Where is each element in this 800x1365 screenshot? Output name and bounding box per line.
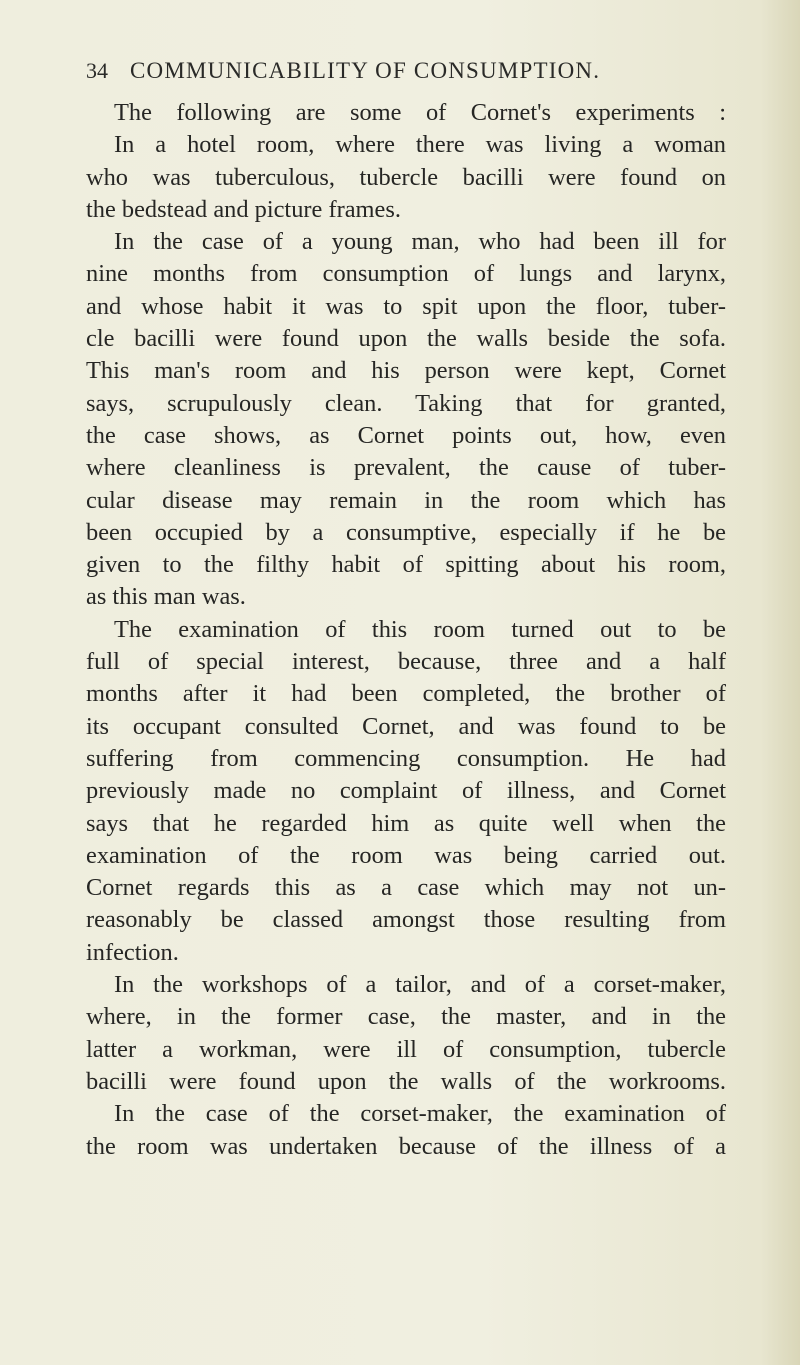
text-line: the case shows, as Cornet points out, how, even — [86, 421, 726, 449]
text-line: nine months from consumption of lungs and larynx, — [86, 260, 726, 288]
text-line: and whose habit it was to spit upon the floor, tuber- — [86, 292, 726, 320]
text-line: where, in the former case, the master, and in the — [86, 1003, 726, 1031]
body-text — [86, 97, 726, 1163]
text-line: given to the filthy habit of spitting about his room, — [86, 551, 726, 579]
text-line: the bedstead and picture frames. — [86, 195, 401, 223]
running-title: COMMUNICABILITY OF CONSUMPTION. — [130, 58, 601, 83]
text-line: says that he regarded him as quite well when the — [86, 809, 726, 837]
text-line: who was tuberculous, tubercle bacilli were found on — [86, 163, 726, 191]
text-line: the room was undertaken because of the illness of a — [86, 1132, 726, 1160]
text-line: The following are some of Cornet's experiments : — [114, 99, 726, 126]
page-number: 34 — [86, 58, 108, 83]
text-line: as this man was. — [86, 583, 246, 611]
text-line: Cornet regards this as a case which may not un- — [86, 874, 726, 902]
text-line: where cleanliness is prevalent, the cause of tuber- — [86, 454, 726, 482]
text-line: This man's room and his person were kept, Cornet — [86, 357, 726, 385]
text-line: In the case of a young man, who had been ill for — [114, 228, 726, 256]
text-line: been occupied by a consumptive, especially if he be — [86, 518, 726, 546]
text-line: full of special interest, because, three and a half — [86, 648, 726, 676]
text-line: latter a workman, were ill of consumption, tubercle — [86, 1035, 726, 1063]
text-line: previously made no complaint of illness, and Cornet — [86, 777, 726, 805]
running-head — [86, 58, 706, 84]
text-line: months after it had been completed, the brother of — [86, 680, 726, 708]
text-line: reasonably be classed amongst those resulting from — [86, 906, 726, 934]
text-line: examination of the room was being carried out. — [86, 841, 726, 869]
text-line: infection. — [86, 938, 179, 966]
text-line: In the workshops of a tailor, and of a corset-maker, — [114, 971, 726, 999]
text-line: cle bacilli were found upon the walls beside the sofa. — [86, 325, 726, 353]
text-line: The examination of this room turned out to be — [114, 615, 726, 643]
text-line: says, scrupulously clean. Taking that for granted, — [86, 389, 726, 417]
text-line: its occupant consulted Cornet, and was found to be — [86, 712, 726, 740]
text-line: bacilli were found upon the walls of the workrooms. — [86, 1067, 726, 1095]
text-line: In a hotel room, where there was living a woman — [114, 131, 726, 159]
text-line: In the case of the corset-maker, the examination of — [114, 1100, 726, 1128]
text-line: cular disease may remain in the room which has — [86, 486, 726, 514]
text-line: suffering from commencing consumption. He had — [86, 744, 726, 772]
